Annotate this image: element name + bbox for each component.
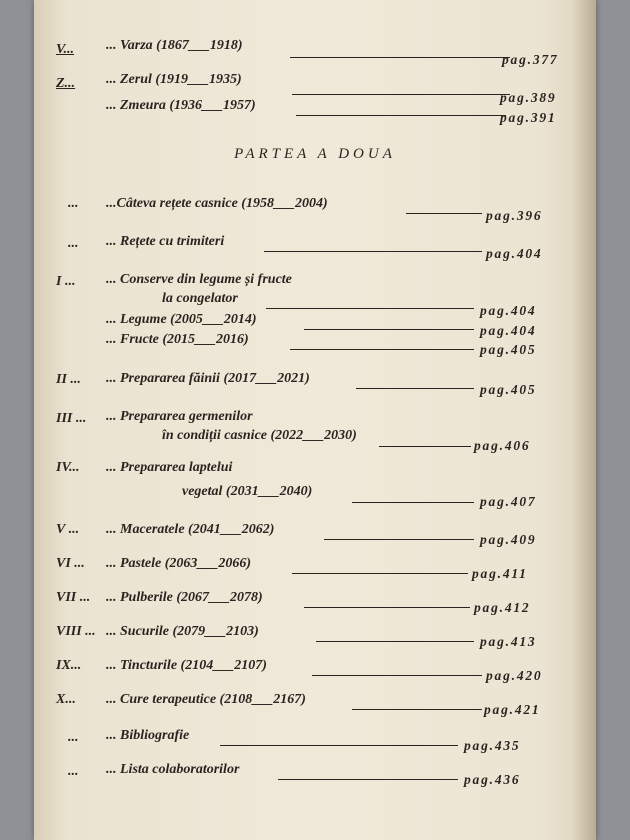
page-reference: pag.396	[486, 208, 543, 223]
entry-number: V...	[56, 42, 75, 57]
page-reference: pag.404	[486, 246, 543, 261]
leader-line	[379, 446, 471, 447]
entry-number: VI ...	[56, 556, 85, 571]
entry-title: ... Tincturile (2104___2107)	[106, 658, 267, 673]
leader-line	[304, 607, 470, 608]
page-reference: pag.411	[472, 566, 528, 581]
leader-line	[220, 745, 458, 746]
page-reference: pag.421	[484, 702, 541, 717]
leader-line	[290, 57, 510, 58]
entry-number: IX...	[56, 658, 82, 673]
leader-line	[406, 213, 482, 214]
page-reference: pag.412	[474, 600, 531, 615]
entry-number: ...	[68, 236, 79, 251]
entry-number: V ...	[56, 522, 80, 537]
entry-title: ... Fructe (2015___2016)	[106, 332, 249, 347]
entry-number: I ...	[56, 274, 76, 289]
entry-title: ... Zerul (1919___1935)	[106, 72, 242, 87]
entry-title: ... Pulberile (2067___2078)	[106, 590, 263, 605]
leader-line	[292, 94, 510, 95]
page-reference: pag.377	[502, 52, 559, 67]
page-reference: pag.389	[500, 90, 557, 105]
page-reference: pag.404	[480, 323, 537, 338]
entry-title: ... Conserve din legume și fructe	[106, 272, 292, 287]
entry-title: ... Legume (2005___2014)	[106, 312, 257, 327]
leader-line	[352, 502, 474, 503]
leader-line	[312, 675, 482, 676]
entry-number: II ...	[56, 372, 81, 387]
entry-title: ... Zmeura (1936___1957)	[106, 98, 256, 113]
page-reference: pag.404	[480, 303, 537, 318]
leader-line	[324, 539, 474, 540]
page-reference: pag.436	[464, 772, 521, 787]
entry-number: X...	[56, 692, 76, 707]
leader-line	[316, 641, 474, 642]
entry-title: ... Prepararea făinii (2017___2021)	[106, 371, 310, 386]
page-reference: pag.391	[500, 110, 557, 125]
leader-line	[304, 329, 474, 330]
section-heading: PARTEA A DOUA	[234, 146, 396, 162]
entry-number: ...	[68, 196, 79, 211]
leader-line	[296, 115, 506, 116]
entry-number: ...	[68, 764, 79, 779]
leader-line	[292, 573, 468, 574]
page-reference: pag.435	[464, 738, 521, 753]
page-reference: pag.405	[480, 342, 537, 357]
entry-number: III ...	[56, 411, 87, 426]
entry-title: ...Câteva rețete casnice (1958___2004)	[106, 196, 328, 211]
entry-number: Z...	[56, 76, 76, 91]
entry-title: ... Maceratele (2041___2062)	[106, 522, 275, 537]
entry-title: în condiții casnice (2022___2030)	[162, 428, 357, 443]
entry-number: VII ...	[56, 590, 91, 605]
entry-title: ... Sucurile (2079___2103)	[106, 624, 259, 639]
entry-title: ... Prepararea germenilor	[106, 409, 253, 424]
page-edge-shadow	[572, 0, 596, 840]
entry-title: ... Bibliografie	[106, 728, 190, 743]
leader-line	[356, 388, 474, 389]
entry-title: ... Rețete cu trimiteri	[106, 234, 225, 249]
entry-title: ... Pastele (2063___2066)	[106, 556, 252, 571]
page-reference: pag.407	[480, 494, 537, 509]
entry-title: ... Prepararea laptelui	[106, 460, 233, 475]
leader-line	[352, 709, 482, 710]
entry-number: IV...	[56, 460, 80, 475]
entry-title: vegetal (2031___2040)	[182, 484, 313, 499]
page-reference: pag.413	[480, 634, 537, 649]
page-reference: pag.406	[474, 438, 531, 453]
leader-line	[264, 251, 482, 252]
page-reference: pag.420	[486, 668, 543, 683]
book-page	[34, 0, 596, 840]
leader-line	[278, 779, 458, 780]
entry-title: ... Lista colaboratorilor	[106, 762, 240, 777]
leader-line	[290, 349, 474, 350]
page-reference: pag.405	[480, 382, 537, 397]
entry-number: ...	[68, 730, 79, 745]
entry-title: ... Cure terapeutice (2108___2167)	[106, 692, 306, 707]
leader-line	[266, 308, 474, 309]
page-reference: pag.409	[480, 532, 537, 547]
entry-number: VIII ...	[56, 624, 96, 639]
entry-title: ... Varza (1867___1918)	[106, 38, 243, 53]
entry-title: la congelator	[162, 291, 238, 306]
